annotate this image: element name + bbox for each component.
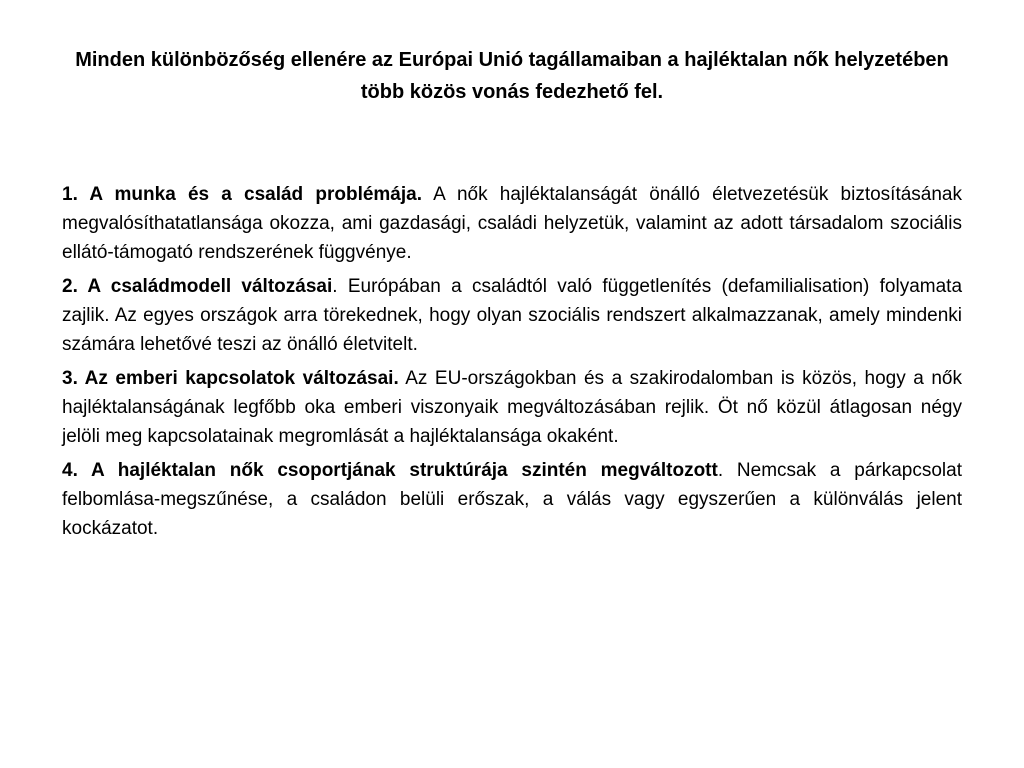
paragraph-text: . Nemcsak a párkapcsolat felbomlása-megszűnése, a családon belüli erőszak, a válás vagy egyszerűen a különválás jelent kockázatot. — [62, 460, 963, 539]
paragraph-work-and-family — [62, 180, 962, 267]
paragraph-text: Az EU-országokban és a szakirodalomban is közös, hogy a nők hajléktalanságának legfőbb oka emberi viszonyaik megváltozásában rejlik. Öt nő közül átlagosan négy jelöli meg kapcsolatainak megromlását a hajléktalansága okaként. — [62, 368, 962, 447]
paragraph-group-structure — [62, 456, 962, 543]
slide-body — [62, 180, 962, 548]
paragraph-heading: 2. A családmodell változásai — [62, 276, 333, 297]
slide-title: Minden különbözőség ellenére az Európai Unió tagállamaiban a hajléktalan nők helyzetében több közös vonás fedezhető fel. — [75, 49, 949, 103]
paragraph-human-relations — [62, 364, 962, 451]
paragraph-family-model — [62, 272, 962, 359]
paragraph-text: A nők hajléktalanságát önálló életvezetésük biztosításának megvalósíthatatlansága okozza, ami gazdasági, családi helyzetük, valamint az adott társadalom szociális ellátó-támogató rendszerének függvénye. — [62, 184, 962, 263]
paragraph-text: . Európában a családtól való függetlenítés (defamilialisation) folyamata zajlik. Az egyes országok arra törekednek, hogy olyan szociális rendszert alkalmazzanak, amely mindenki számára lehetővé teszi az önálló életvitelt. — [62, 276, 963, 355]
paragraph-heading: 3. Az emberi kapcsolatok változásai. — [62, 368, 399, 389]
paragraph-heading: 1. A munka és a család problémája. — [62, 184, 422, 205]
paragraph-heading: 4. A hajléktalan nők csoportjának struktúrája szintén megváltozott — [62, 460, 718, 481]
